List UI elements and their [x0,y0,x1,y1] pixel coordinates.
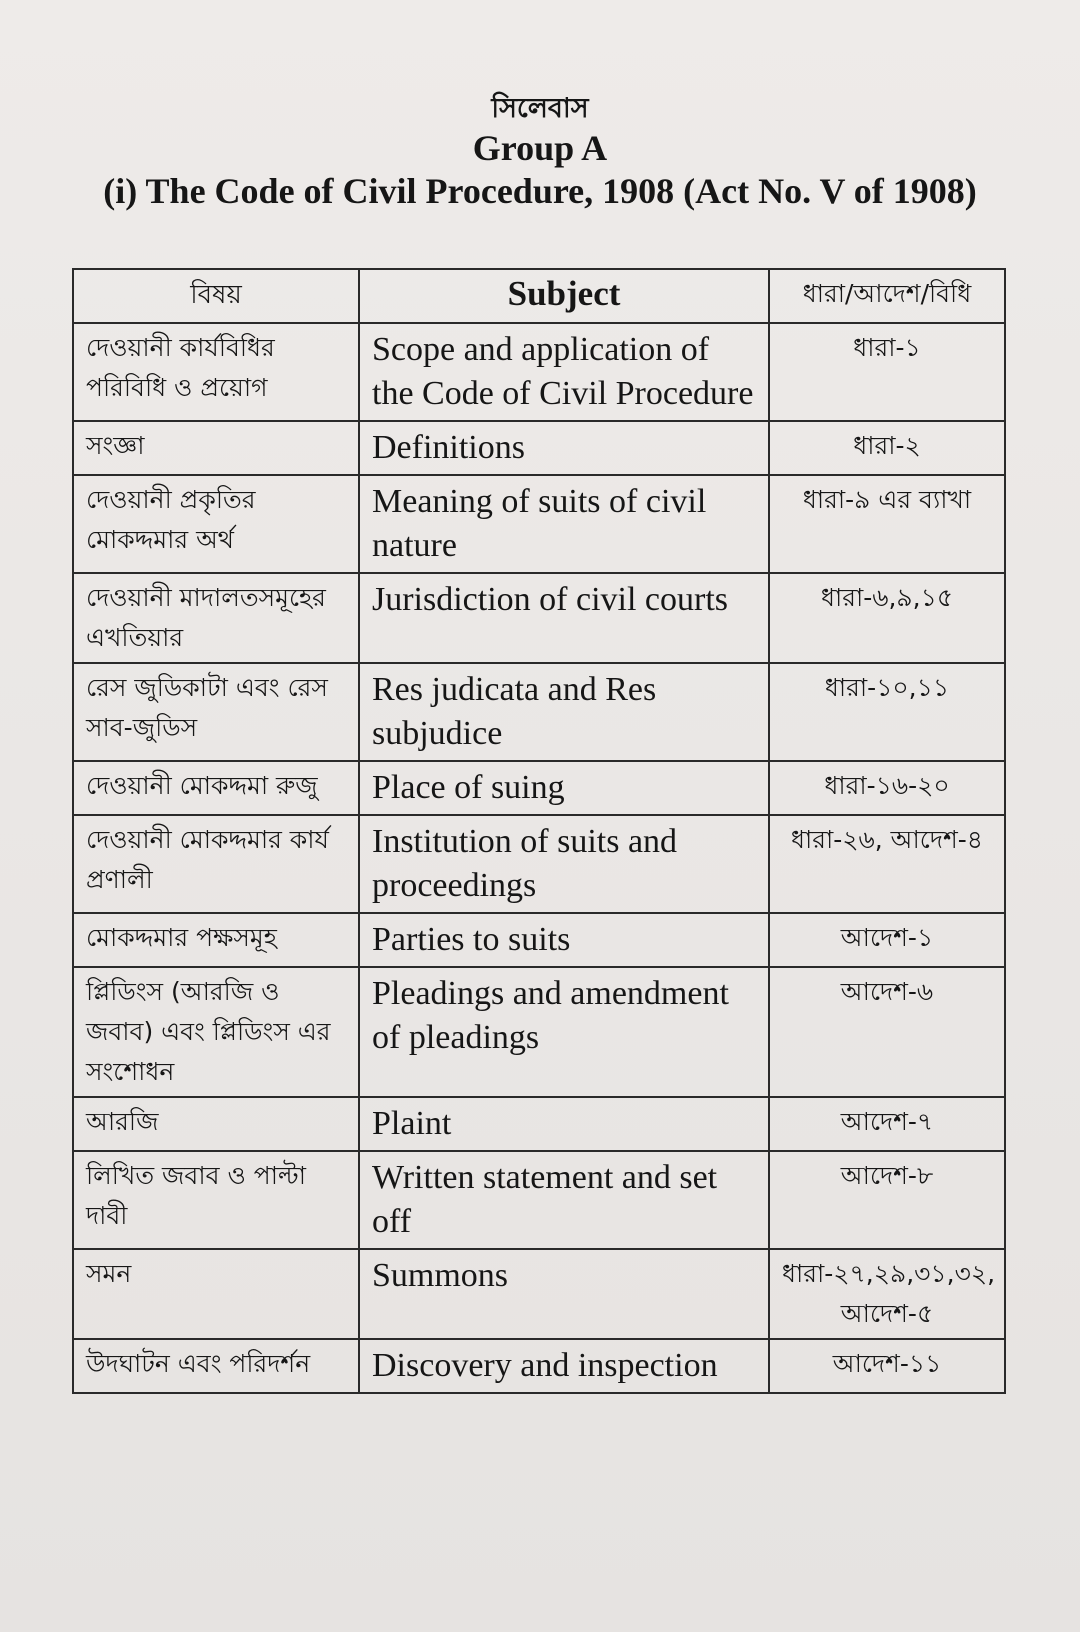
row-section: আদেশ-১১ [769,1339,1005,1393]
row-bengali-subject: মোকদ্দমার পক্ষসমূহ [73,913,359,967]
row-bengali-subject: প্লিডিংস (আরজি ও জবাব) এবং প্লিডিংস এর সংশোধন [73,967,359,1097]
row-bengali-subject: লিখিত জবাব ও পাল্টা দাবী [73,1151,359,1249]
table-row [73,663,1005,761]
document-header [70,92,1010,212]
row-section: ধারা-৯ এর ব্যাখা [769,475,1005,573]
row-section: ধারা-২ [769,421,1005,475]
row-section: ধারা-১৬-২০ [769,761,1005,815]
row-subject: Res judicata and Res subjudice [359,663,769,761]
table-row [73,967,1005,1097]
table-row [73,761,1005,815]
row-section: আদেশ-১ [769,913,1005,967]
row-bengali-subject: সংজ্ঞা [73,421,359,475]
row-bengali-subject: আরজি [73,1097,359,1151]
table-row [73,1151,1005,1249]
syllabus-table [72,268,1006,1394]
row-subject: Pleadings and amendment of pleadings [359,967,769,1097]
row-subject: Place of suing [359,761,769,815]
table-row [73,573,1005,663]
column-header-subject: Subject [359,269,769,323]
row-section: ধারা-২৭,২৯,৩১,৩২, আদেশ-৫ [769,1249,1005,1339]
row-section: আদেশ-৮ [769,1151,1005,1249]
table-row [73,815,1005,913]
table-header-row [73,269,1005,323]
row-bengali-subject: রেস জুডিকাটা এবং রেস সাব-জুডিস [73,663,359,761]
row-section: আদেশ-৬ [769,967,1005,1097]
row-subject: Discovery and inspection [359,1339,769,1393]
row-bengali-subject: উদঘাটন এবং পরিদর্শন [73,1339,359,1393]
row-section: ধারা-২৬, আদেশ-৪ [769,815,1005,913]
table-row [73,1339,1005,1393]
row-subject: Parties to suits [359,913,769,967]
act-title: (i) The Code of Civil Procedure, 1908 (Act No. V of 1908) [103,171,977,211]
row-section: আদেশ-৭ [769,1097,1005,1151]
table-row [73,1249,1005,1339]
table-row [73,1097,1005,1151]
table-row [73,475,1005,573]
table-row [73,323,1005,421]
row-subject: Institution of suits and proceedings [359,815,769,913]
row-bengali-subject: সমন [73,1249,359,1339]
row-bengali-subject: দেওয়ানী মোকদ্দমা রুজু [73,761,359,815]
row-bengali-subject: দেওয়ানী মোকদ্দমার কার্য প্রণালী [73,815,359,913]
row-bengali-subject: দেওয়ানী প্রকৃতির মোকদ্দমার অর্থ [73,475,359,573]
column-header-section: ধারা/আদেশ/বিধি [769,269,1005,323]
row-section: ধারা-৬,৯,১৫ [769,573,1005,663]
group-heading: Group A [472,128,608,168]
table-row [73,913,1005,967]
row-bengali-subject: দেওয়ানী মাদালতসমূহের এখতিয়ার [73,573,359,663]
table-row [73,421,1005,475]
row-subject: Written statement and set off [359,1151,769,1249]
row-subject: Jurisdiction of civil courts [359,573,769,663]
row-section: ধারা-১০,১১ [769,663,1005,761]
syllabus-label: সিলেবাস [491,93,589,124]
column-header-bengali-subject: বিষয় [73,269,359,323]
row-subject: Scope and application of the Code of Civil Procedure [359,323,769,421]
row-subject: Summons [359,1249,769,1339]
row-section: ধারা-১ [769,323,1005,421]
row-subject: Plaint [359,1097,769,1151]
row-bengali-subject: দেওয়ানী কার্যবিধির পরিবিধি ও প্রয়োগ [73,323,359,421]
row-subject: Definitions [359,421,769,475]
row-subject: Meaning of suits of civil nature [359,475,769,573]
